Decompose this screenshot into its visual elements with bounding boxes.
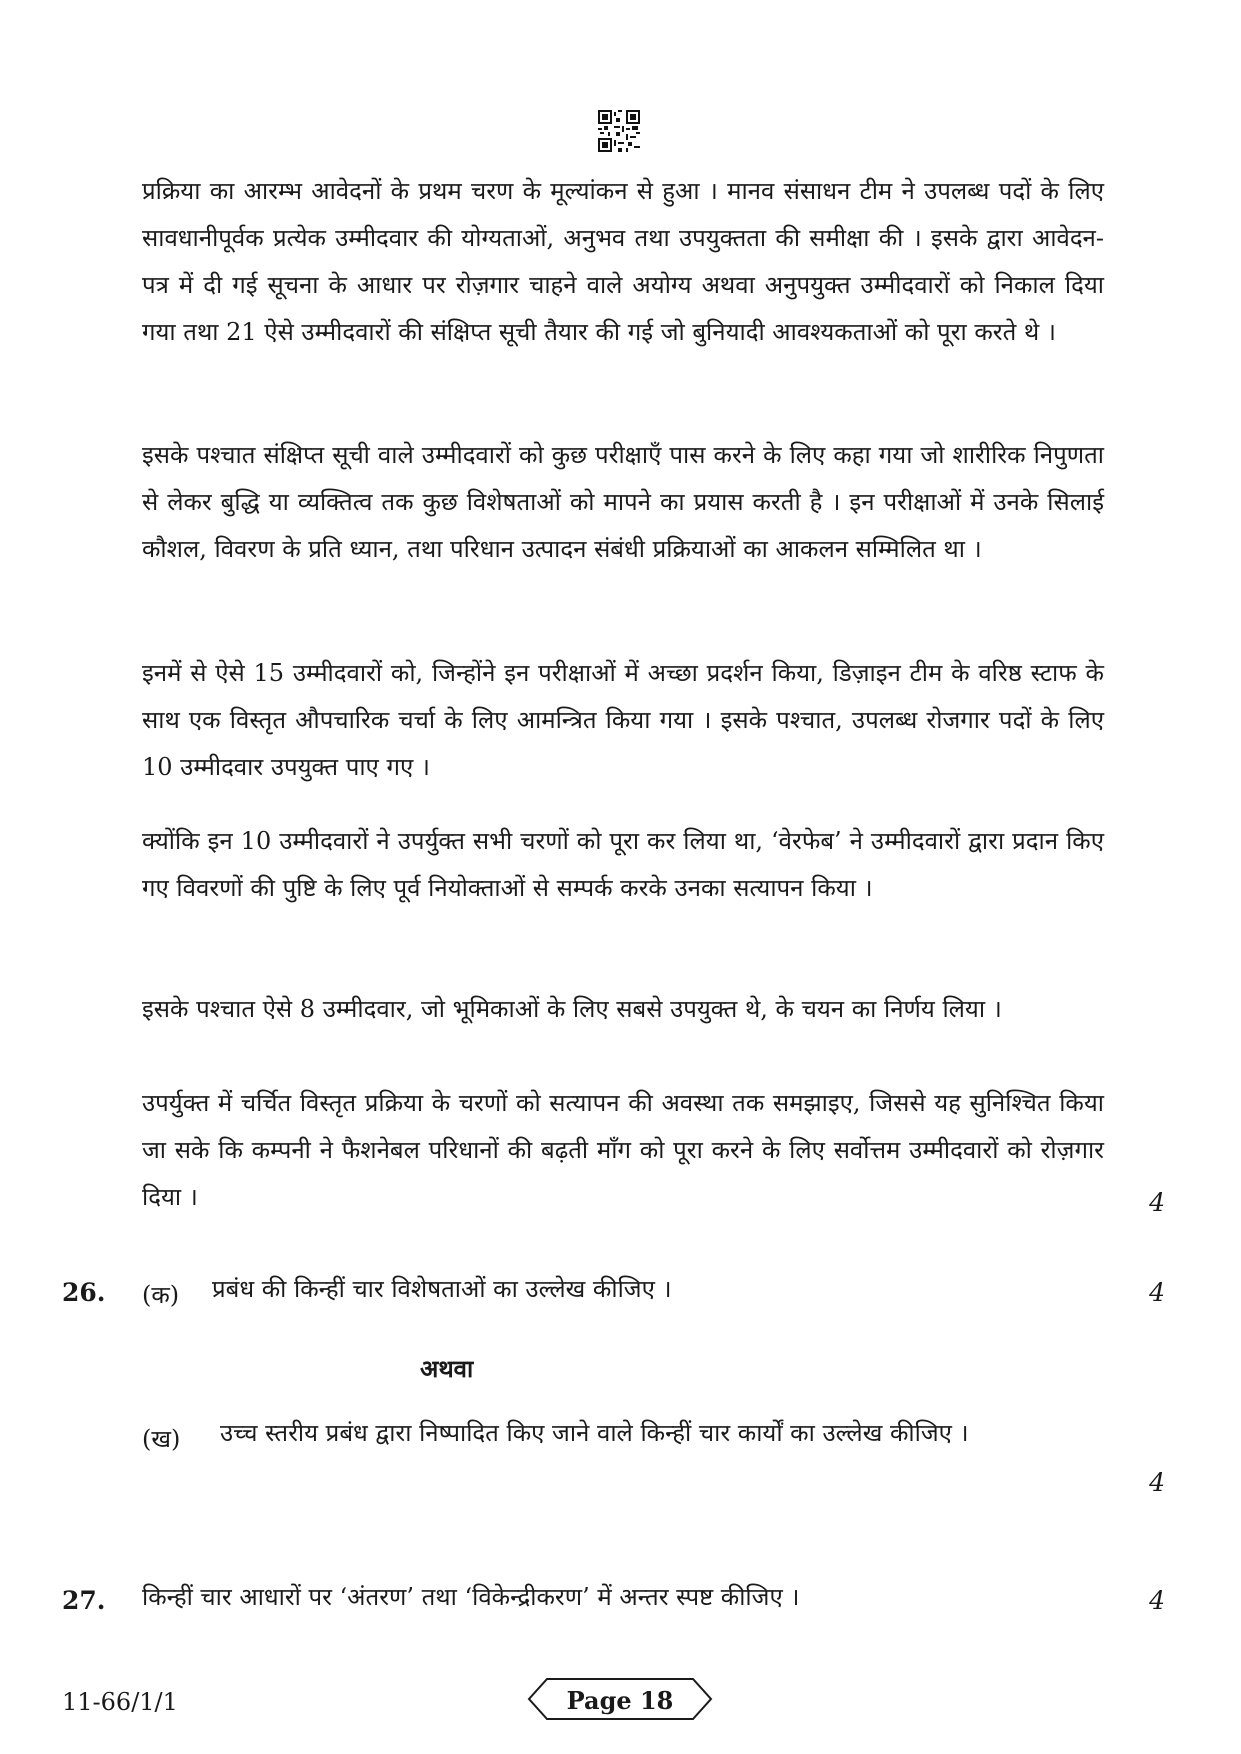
q27-marks: 4 <box>1149 1586 1165 1615</box>
q26-part-a-text: प्रबंध की किन्हीं चार विशेषताओं का उल्लेख कीजिए । <box>212 1275 672 1303</box>
q26-part-b-marks: 4 <box>1149 1468 1165 1497</box>
q26-part-b-text: उच्च स्तरीय प्रबंध द्वारा निष्पादित किए जाने वाले किन्हीं चार कार्यों का उल्लेख कीजिए । <box>220 1419 969 1447</box>
paper-code: 11-66/1/1 <box>62 1688 178 1716</box>
q26-part-a-label: (क) <box>142 1281 180 1309</box>
passage-paragraph-4: क्योंकि इन 10 उम्मीदवारों ने उपर्युक्त सभी चरणों को पूरा कर लिया था, ‘वेरफेब’ ने उम्मीदवारों द्वारा प्रदान किए गए विवरणों की पुष्टि के लिए पूर्व नियोक्ताओं से सम्पर्क करके उनका सत्यापन किया । <box>142 827 1104 902</box>
q27-text: किन्हीं चार आधारों पर ‘अंतरण’ तथा ‘विकेन्द्रीकरण’ में अन्तर स्पष्ट कीजिए । <box>142 1583 800 1611</box>
or-separator: अथवा <box>420 1354 474 1383</box>
passage-paragraph-2: इसके पश्चात संक्षिप्त सूची वाले उम्मीदवारों को कुछ परीक्षाएँ पास करने के लिए कहा गया जो शारीरिक निपुणता से लेकर बुद्धि या व्यक्तित्व तक कुछ विशेषताओं को मापने का प्रयास करती है । इन परीक्षाओं में उनके सिलाई कौशल, विवरण के प्रति ध्यान, तथा परिधान उत्पादन संबंधी प्रक्रियाओं का आकलन सम्मिलित था । <box>142 441 1104 563</box>
passage-paragraph-1: प्रक्रिया का आरम्भ आवेदनों के प्रथम चरण के मूल्यांकन से हुआ । मानव संसाधन टीम ने उपलब्ध पदों के लिए सावधानीपूर्वक प्रत्येक उम्मीदवार की योग्यताओं, अनुभव तथा उपयुक्तता की समीक्षा की । इसके द्वारा आवेदन-पत्र में दी गई सूचना के आधार पर रोज़गार चाहने वाले अयोग्य अथवा अनुपयुक्त उम्मीदवारों को निकाल दिया गया तथा 21 ऐसे उम्मीदवारों की संक्षिप्त सूची तैयार की गई जो बुनियादी आवश्यकताओं को पूरा करते थे । <box>142 177 1104 346</box>
q25-marks: 4 <box>1149 1188 1165 1217</box>
q26-number: 26. <box>62 1278 106 1307</box>
passage-paragraph-3: इनमें से ऐसे 15 उम्मीदवारों को, जिन्होंने इन परीक्षाओं में अच्छा प्रदर्शन किया, डिज़ाइन टीम के वरिष्ठ स्टाफ के साथ एक विस्तृत औपचारिक चर्चा के लिए आमन्त्रित किया गया । इसके पश्चात, उपलब्ध रोजगार पदों के लिए 10 उम्मीदवार उपयुक्त पाए गए । <box>142 659 1104 781</box>
passage-paragraph-6: उपर्युक्त में चर्चित विस्तृत प्रक्रिया के चरणों को सत्यापन की अवस्था तक समझाइए, जिससे यह सुनिश्चित किया जा सके कि कम्पनी ने फैशनेबल परिधानों की बढ़ती माँग को पूरा करने के लिए सर्वोत्तम उम्मीदवारों को रोज़गार दिया । <box>142 1089 1104 1211</box>
q26-part-a-marks: 4 <box>1149 1278 1165 1307</box>
q26-part-b-label: (ख) <box>142 1425 181 1453</box>
q27-number: 27. <box>62 1586 106 1615</box>
passage-paragraph-5: इसके पश्चात ऐसे 8 उम्मीदवार, जो भूमिकाओं के लिए सबसे उपयुक्त थे, के चयन का निर्णय लिया । <box>142 995 1002 1023</box>
page-number-label: Page 18 <box>566 1686 674 1715</box>
page-number-badge <box>525 1675 715 1723</box>
qr-code <box>598 110 640 152</box>
